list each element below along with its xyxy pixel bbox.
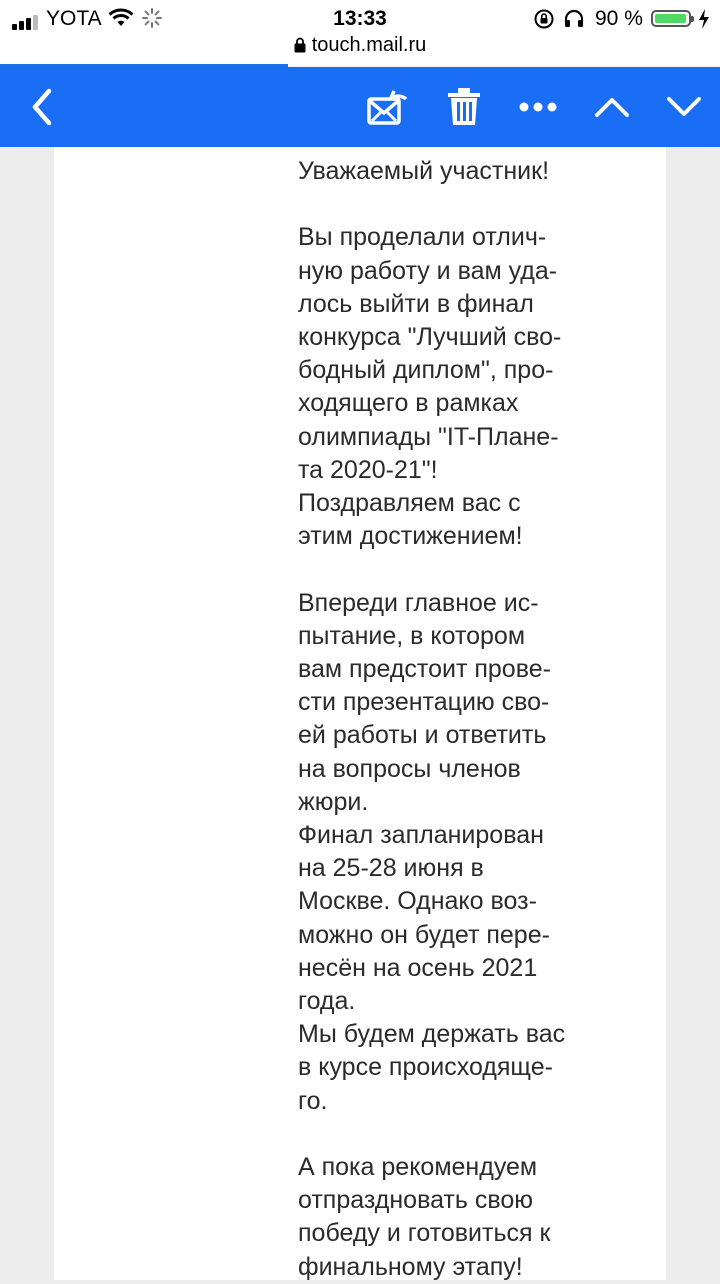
battery-percentage: 90 % [595, 7, 643, 30]
back-button[interactable] [10, 67, 74, 147]
battery-icon [651, 10, 691, 27]
move-to-spam-button[interactable] [360, 67, 416, 147]
previous-message-button[interactable] [584, 67, 640, 147]
next-message-icon [666, 96, 702, 118]
message-card [54, 147, 666, 1280]
rotation-lock-icon [533, 8, 555, 35]
message-paragraph: А пока рекомендуем отпраздновать свою победу и готовиться к финальному этапу! [298, 1153, 551, 1281]
address-bar[interactable] [0, 34, 720, 59]
trash-icon [446, 87, 482, 127]
headphones-icon [563, 8, 585, 35]
message-greeting: Уважаемый участник! [298, 157, 550, 185]
lock-icon [294, 36, 306, 59]
message-paragraph: Впереди главное ис- пытание, в котором вам предстоит прове- сти презентацию сво- ей работы и ответить на вопросы членов жюри. Финал запланирован на 25-28 июня в Москве. Однако воз- можно он будет пере- несён на осень 2021 года. Мы будем держать вас в курсе происходяще- го. [298, 588, 566, 1115]
message-viewport[interactable] [18, 147, 702, 1280]
url-text: touch.mail.ru [311, 34, 427, 56]
mail-toolbar [0, 67, 720, 147]
move-to-spam-icon [366, 87, 410, 127]
more-actions-button[interactable] [510, 67, 566, 147]
charging-bolt-icon [697, 8, 711, 35]
message-body [298, 155, 598, 1284]
next-message-button[interactable] [656, 67, 712, 147]
more-icon [518, 101, 558, 113]
carrier-name: YOTA [46, 7, 102, 30]
previous-message-icon [594, 96, 630, 118]
clock: 13:33 [333, 7, 387, 30]
back-icon [30, 87, 54, 127]
delete-button[interactable] [436, 67, 492, 147]
message-paragraph: Вы проделали отлич- ную работу и вам уда- лось выйти в финал конкурса "Лучший сво- бодный диплом", про- ходящего в рамках олимпиады "IT-Плане- та 2020-21"! Поздравляем вас с этим достижением! [298, 223, 562, 551]
status-bar [0, 0, 720, 66]
